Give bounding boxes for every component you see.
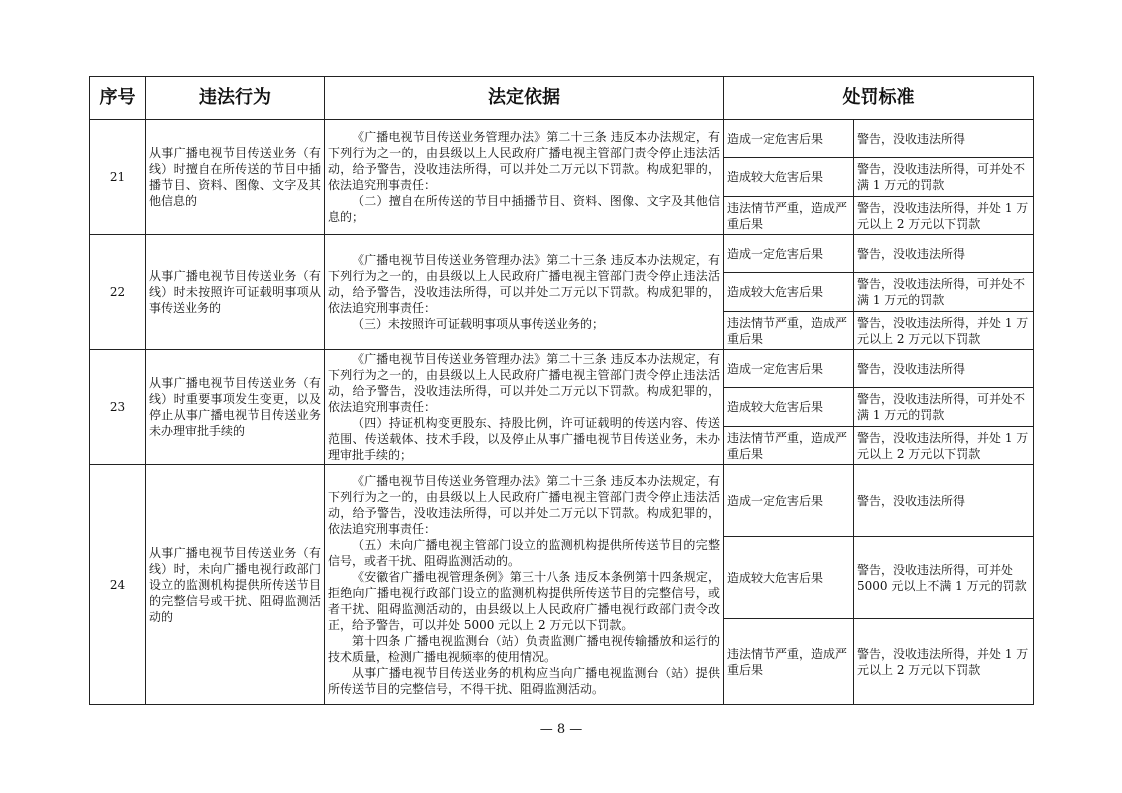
penalty-standard: 警告，没收违法所得 (854, 120, 1034, 158)
penalty-standard: 警告，没收违法所得，并处 1 万元以上 2 万元以下罚款 (854, 197, 1034, 235)
legal-basis (325, 350, 724, 465)
basis-paragraph: 从事广播电视节目传送业务的机构应当向广播电视监测台（站）提供所传送节目的完整信号，不得干扰、阻碍监测活动。 (328, 665, 720, 696)
penalty-condition: 造成一定危害后果 (724, 350, 854, 388)
legal-basis (325, 235, 724, 350)
penalty-condition: 造成较大危害后果 (724, 388, 854, 427)
penalty-standard: 警告，没收违法所得，并处 1 万元以上 2 万元以下罚款 (854, 619, 1034, 705)
row-number: 22 (90, 235, 146, 350)
penalty-standard: 警告，没收违法所得 (854, 235, 1034, 273)
penalty-standard: 警告，没收违法所得，并处 1 万元以上 2 万元以下罚款 (854, 427, 1034, 465)
penalty-condition: 违法情节严重，造成严重后果 (724, 427, 854, 465)
penalty-standard: 警告，没收违法所得，并处 1 万元以上 2 万元以下罚款 (854, 312, 1034, 350)
basis-paragraph: 《广播电视节目传送业务管理办法》第二十三条 违反本办法规定，有下列行为之一的，由县级以上人民政府广播电视主管部门责令停止违法活动，给予警告，没收违法所得，可以并处二万元以下罚款。构成犯罪的，依法追究刑事责任： (328, 130, 720, 192)
header-penalty: 处罚标准 (724, 77, 1034, 120)
legal-basis (325, 120, 724, 235)
penalty-condition: 违法情节严重，造成严重后果 (724, 312, 854, 350)
basis-paragraph: 《广播电视节目传送业务管理办法》第二十三条 违反本办法规定，有下列行为之一的，由县级以上人民政府广播电视主管部门责令停止违法活动，给予警告，没收违法所得，可以并处二万元以下罚款。构成犯罪的，依法追究刑事责任： (328, 473, 720, 536)
basis-paragraph: 第十四条 广播电视监测台（站）负责监测广播电视传输播放和运行的技术质量，检测广播电视频率的使用情况。 (328, 633, 720, 664)
basis-paragraph: （四）持证机构变更股东、持股比例，许可证载明的传送内容、传送范围、传送载体、技术手段，以及停止从事广播电视节目传送业务，未办理审批手续的； (328, 416, 720, 462)
penalty-standard: 警告，没收违法所得 (854, 350, 1034, 388)
basis-paragraph: （五）未向广播电视主管部门设立的监测机构提供所传送节目的完整信号，或者干扰、阻碍监测活动的。 (328, 537, 720, 568)
penalty-condition: 造成较大危害后果 (724, 158, 854, 197)
penalty-standard: 警告，没收违法所得，可并处不满 1 万元的罚款 (854, 158, 1034, 197)
table-row (90, 120, 1034, 158)
row-number: 24 (90, 465, 146, 705)
table-row (90, 465, 1034, 537)
penalty-table (89, 76, 1034, 705)
table-row (90, 350, 1034, 388)
penalty-condition: 违法情节严重，造成严重后果 (724, 619, 854, 705)
violation-behavior: 从事广播电视节目传送业务（有线）时重要事项发生变更，以及停止从事广播电视节目传送业务未办理审批手续的 (146, 350, 325, 465)
penalty-condition: 造成较大危害后果 (724, 537, 854, 619)
penalty-condition: 造成较大危害后果 (724, 273, 854, 312)
header-basis: 法定依据 (325, 77, 724, 120)
violation-behavior: 从事广播电视节目传送业务（有线）时擅自在所传送的节目中插播节目、资料、图像、文字及其他信息的 (146, 120, 325, 235)
penalty-standard: 警告，没收违法所得 (854, 465, 1034, 537)
penalty-condition: 造成一定危害后果 (724, 235, 854, 273)
penalty-standard: 警告，没收违法所得，可并处 5000 元以上不满 1 万元的罚款 (854, 537, 1034, 619)
penalty-standard: 警告，没收违法所得，可并处不满 1 万元的罚款 (854, 273, 1034, 312)
penalty-standard: 警告，没收违法所得，可并处不满 1 万元的罚款 (854, 388, 1034, 427)
row-number: 23 (90, 350, 146, 465)
penalty-condition: 造成一定危害后果 (724, 465, 854, 537)
header-seq: 序号 (90, 77, 146, 120)
row-number: 21 (90, 120, 146, 235)
penalty-condition: 违法情节严重，造成严重后果 (724, 197, 854, 235)
penalty-condition: 造成一定危害后果 (724, 120, 854, 158)
header-behavior: 违法行为 (146, 77, 325, 120)
basis-paragraph: 《广播电视节目传送业务管理办法》第二十三条 违反本办法规定，有下列行为之一的，由县级以上人民政府广播电视主管部门责令停止违法活动，给予警告，没收违法所得，可以并处二万元以下罚款。构成犯罪的，依法追究刑事责任： (328, 352, 720, 414)
violation-behavior: 从事广播电视节目传送业务（有线）时未按照许可证载明事项从事传送业务的 (146, 235, 325, 350)
basis-paragraph: （三）未按照许可证载明事项从事传送业务的； (352, 317, 605, 331)
basis-paragraph: 《安徽省广播电视管理条例》第三十八条 违反本条例第十四条规定，拒绝向广播电视行政部门设立的监测机构提供所传送节目的完整信号，或者干扰、阻碍监测活动的，由县级以上人民政府广播电视行政部门责令改正，给予警告，可以并处 5000 元以上 2 万元以下罚款。 (328, 569, 720, 632)
violation-behavior: 从事广播电视节目传送业务（有线）时，未向广播电视行政部门设立的监测机构提供所传送节目的完整信号或干扰、阻碍监测活动的 (146, 465, 325, 705)
legal-basis (325, 465, 724, 705)
basis-paragraph: 《广播电视节目传送业务管理办法》第二十三条 违反本办法规定，有下列行为之一的，由县级以上人民政府广播电视主管部门责令停止违法活动，给予警告，没收违法所得，可以并处二万元以下罚款。构成犯罪的，依法追究刑事责任： (328, 253, 720, 315)
basis-paragraph: （二）擅自在所传送的节目中插播节目、资料、图像、文字及其他信息的； (328, 194, 720, 224)
table-row (90, 235, 1034, 273)
page-number: — 8 — (539, 722, 583, 737)
